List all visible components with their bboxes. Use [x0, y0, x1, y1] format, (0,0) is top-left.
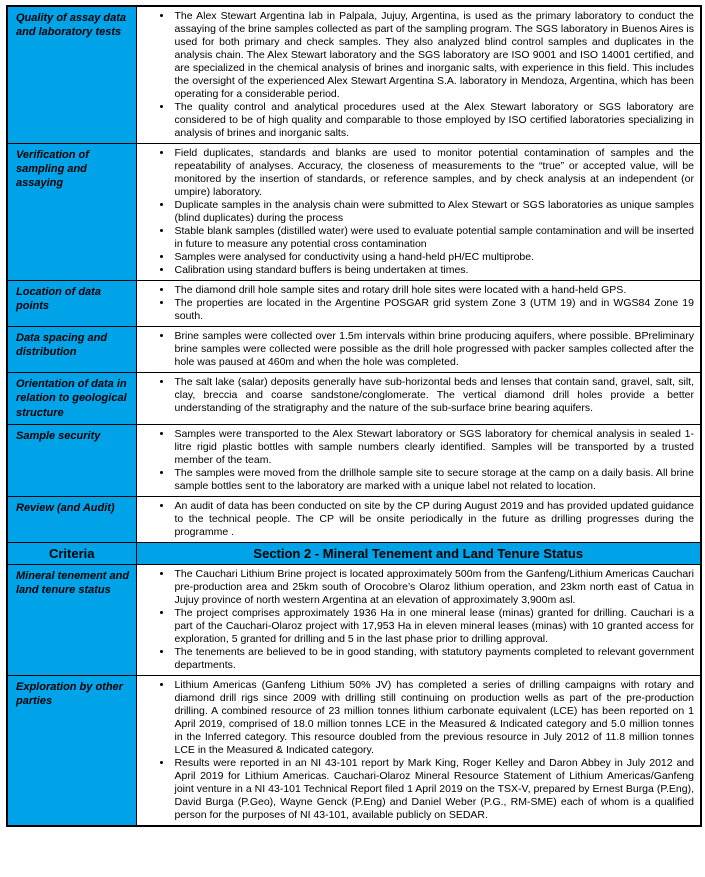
- criteria-row: [7, 281, 701, 327]
- bullet-list: [143, 679, 695, 822]
- criteria-row: [7, 675, 701, 826]
- criteria-cell: Quality of assay data and laboratory tests: [7, 6, 136, 144]
- criteria-row: [7, 564, 701, 675]
- criteria-cell: Sample security: [7, 424, 136, 496]
- bullet-list: [143, 147, 695, 277]
- bullet-item: • Samples were analysed for conductivity using a hand-held pH/EC multiprobe.: [173, 251, 695, 264]
- bullet-list: [143, 500, 695, 539]
- bullet-item: • The properties are located in the Argentine POSGAR grid system Zone 3 (UTM 19) and in WGS84 Zone 19 south.: [173, 297, 695, 323]
- commentary-cell: [136, 144, 701, 281]
- bullet-list: [143, 568, 695, 672]
- bullet-item: • Stable blank samples (distilled water) were used to evaluate potential sample contamination and will be inserted in future to measure any potential cross contamination: [173, 225, 695, 251]
- commentary-cell: [136, 327, 701, 373]
- bullet-item: • Calibration using standard buffers is being undertaken at times.: [173, 264, 695, 277]
- bullet-item: • Field duplicates, standards and blanks are used to monitor potential contamination of samples and the repeatability of analyses. Accuracy, the closeness of measurements to the “true” or accepted value, will be monitored by the insertion of standards, or reference samples, and by check analysis at an independent (or umpire) laboratory.: [173, 147, 695, 199]
- bullet-list: [143, 376, 695, 415]
- criteria-cell: Orientation of data in relation to geological structure: [7, 373, 136, 424]
- commentary-cell: [136, 281, 701, 327]
- commentary-cell: [136, 6, 701, 144]
- criteria-cell: Exploration by other parties: [7, 675, 136, 826]
- bullet-item: • The tenements are believed to be in good standing, with statutory payments completed to relevant government departments.: [173, 646, 695, 672]
- commentary-cell: [136, 496, 701, 542]
- bullet-list: [143, 428, 695, 493]
- criteria-cell: Location of data points: [7, 281, 136, 327]
- section-header-row: [7, 542, 701, 564]
- bullet-item: • Results were reported in an NI 43-101 report by Mark King, Roger Kelley and Daron Abbey in July 2012 and April 2019 for Lithium Americas. Cauchari-Olaroz Mineral Resource Statement of Lithium Americas/Ganfeng joint venture in a NI 43-101 Technical Report filed 1 April 2019 on the TSX-V, prepared by Ernest Burga (P.Eng), David Burga (P.Geo), Wayne Genck (P.Eng) and Daniel Weber (P.G., RM-SME) each of whom is a qualified person for the purposes of NI 43-101, available publicly on SEDAR.: [173, 757, 695, 822]
- bullet-item: • An audit of data has been conducted on site by the CP during August 2019 and has provided updated guidance to the technical people. The CP will be onsite periodically in the future as drilling progresses during the programme .: [173, 500, 695, 539]
- commentary-cell: [136, 373, 701, 424]
- criteria-cell: Data spacing and distribution: [7, 327, 136, 373]
- criteria-cell: Mineral tenement and land tenure status: [7, 564, 136, 675]
- bullet-item: • Duplicate samples in the analysis chain were submitted to Alex Stewart or SGS laboratories as unique samples (blind duplicates) during the process: [173, 199, 695, 225]
- criteria-row: [7, 327, 701, 373]
- bullet-list: [143, 330, 695, 369]
- criteria-row: [7, 144, 701, 281]
- commentary-cell: [136, 564, 701, 675]
- bullet-item: • The Cauchari Lithium Brine project is located approximately 500m from the Ganfeng/Lithium Americas Cauchari pre-production area and 25km south of Orocobre’s Olaroz lithium operation, and 23km north east of Catua in Jujuy province of north western Argentina at an elevation of approximately 3,900m asl.: [173, 568, 695, 607]
- commentary-cell: [136, 675, 701, 826]
- bullet-item: • Lithium Americas (Ganfeng Lithium 50% JV) has completed a series of drilling campaigns with rotary and diamond drill rigs since 2009 with drilling still continuing on production wells as part of the pre-production drilling. A combined resource of 23 million tonnes lithium carbonate equivalent (LCE) has been reported on 1 April 2019, comprised of 18.0 million tonnes LCE in the Measured & Indicated category and 5.0 million tonnes in the Inferred category. This resource doubled from the previous resource in July 2012 of 11.8 million tonnes LCE in the Measured & Indicated category.: [173, 679, 695, 757]
- bullet-item: • The quality control and analytical procedures used at the Alex Stewart laboratory or SGS laboratory are considered to be of high quality and comparable to those employed by ISO certified laboratories specializing in analysis of brines and inorganic salts.: [173, 101, 695, 140]
- criteria-cell: Verification of sampling and assaying: [7, 144, 136, 281]
- criteria-row: [7, 373, 701, 424]
- jorc-criteria-table: [6, 5, 702, 827]
- commentary-cell: [136, 424, 701, 496]
- criteria-row: [7, 6, 701, 144]
- jorc-table-body: [7, 6, 701, 826]
- bullet-item: • The samples were moved from the drillhole sample site to secure storage at the camp on a daily basis. All brine sample bottles sent to the laboratory are marked with a unique label not related to location.: [173, 467, 695, 493]
- criteria-header-cell: Criteria: [7, 542, 136, 564]
- bullet-item: • Brine samples were collected over 1.5m intervals within brine producing aquifers, where possible. BPreliminary brine samples were collected were possible as the drill hole progressed with packer samples collected after the hole was paused at 460m and when the hole was completed.: [173, 330, 695, 369]
- bullet-item: • The salt lake (salar) deposits generally have sub-horizontal beds and lenses that contain sand, gravel, salt, silt, clay, breccia and coarse sandstone/conglomerate. The vertical diamond drill holes provide a better understanding of the stratigraphy and the nature of the sub-surface brine bearing aquifers.: [173, 376, 695, 415]
- bullet-list: [143, 284, 695, 323]
- bullet-item: • Samples were transported to the Alex Stewart laboratory or SGS laboratory for chemical analysis in sealed 1-litre rigid plastic bottles with sample numbers clearly identified. Samples will be transported by a trusted member of the team.: [173, 428, 695, 467]
- criteria-row: [7, 496, 701, 542]
- bullet-item: • The project comprises approximately 1936 Ha in one mineral lease (minas) granted for drilling. Cauchari is a part of the Cauchari-Olaroz project with 17,953 Ha in eleven mineral leases (minas) with 10 granted access for exploration, 5 granted for drilling and 5 in the last phase prior to drilling approval.: [173, 607, 695, 646]
- bullet-list: [143, 10, 695, 140]
- section-title-cell: Section 2 - Mineral Tenement and Land Tenure Status: [136, 542, 701, 564]
- criteria-cell: Review (and Audit): [7, 496, 136, 542]
- bullet-item: • The Alex Stewart Argentina lab in Palpala, Jujuy, Argentina, is used as the primary laboratory to conduct the assaying of the brine samples collected as part of the sampling program. The SGS laboratory in Buenos Aires is used for both primary and check samples. They also analyzed blind control samples and duplicates in the analysis chain. The Alex Stewart laboratory and the SGS laboratory are ISO 9001 and ISO 14001 certified, and are specialized in the chemical analysis of brines and inorganic salts, with experience in this field. This includes the oversight of the experienced Alex Stewart Argentina S.A. laboratory in Mendoza, Argentina, which has been operating for a considerable period.: [173, 10, 695, 101]
- criteria-row: [7, 424, 701, 496]
- bullet-item: • The diamond drill hole sample sites and rotary drill hole sites were located with a hand-held GPS.: [173, 284, 695, 297]
